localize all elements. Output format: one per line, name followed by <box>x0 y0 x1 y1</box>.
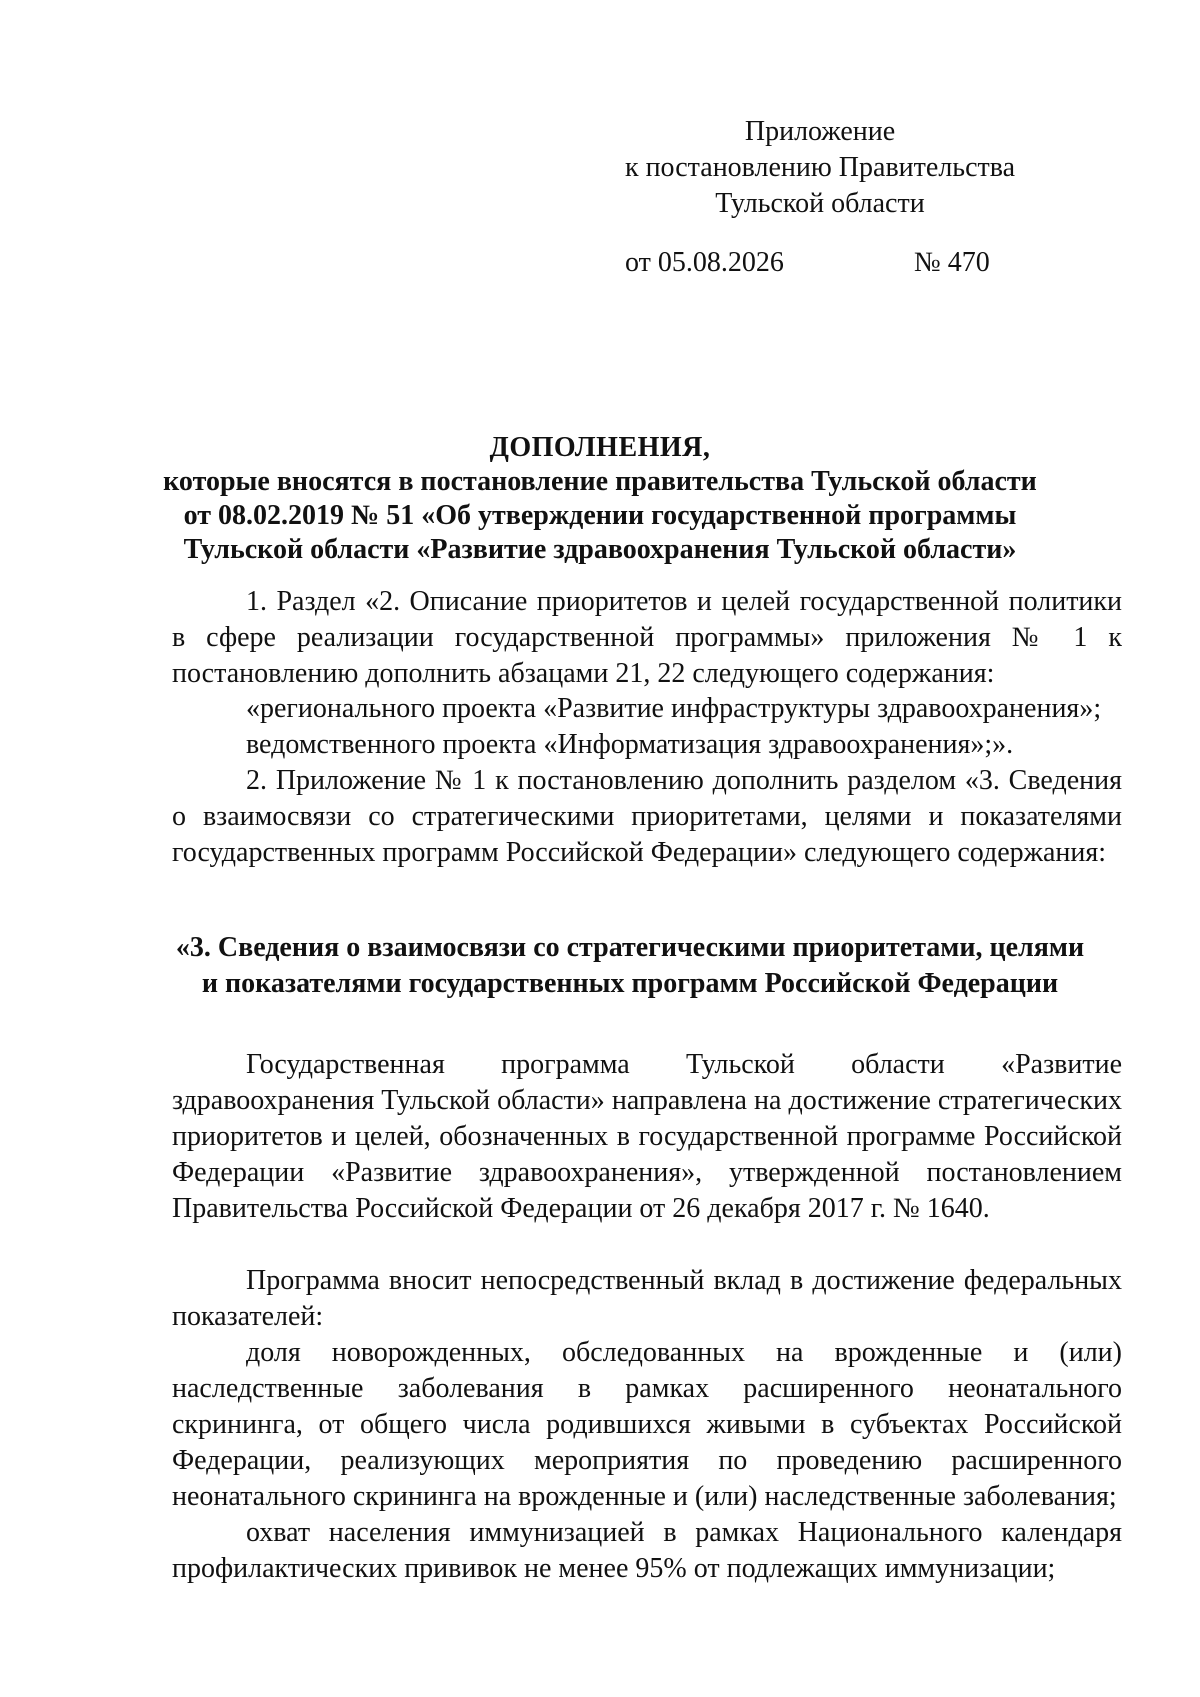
appendix-reference: к постановлению Правительства <box>624 152 1016 183</box>
paragraph-departmental-project: ведомственного проекта «Информатизация здравоохранения»;». <box>246 729 1014 760</box>
paragraph-regional-project: «регионального проекта «Развитие инфраструктуры здравоохранения»; <box>246 693 1102 724</box>
appendix-region: Тульской области <box>715 188 925 219</box>
resolution-number: № 470 <box>914 247 990 278</box>
section-heading-line: «3. Сведения о взаимосвязи со стратегическими приоритетами, целями <box>175 932 1085 963</box>
appendix-label: Приложение <box>744 116 896 147</box>
section-paragraph-immunization: охват населения иммунизацией в рамках Национального календаря профилактических прививок не менее 95% от подлежащих иммунизации; <box>172 1517 1122 1584</box>
section-heading-line: и показателями государственных программ Российской Федерации <box>201 968 1059 999</box>
section-paragraph-newborns: доля новорожденных, обследованных на врожденные и (или) наследственные заболевания в рамках расширенного неонатального скрининга, от общего числа родившихся живыми в субъектах Российской Федерации, реализующих мероприятия по проведению расширенного неонатального скрининга на врожденные и (или) наследственные заболевания; <box>172 1337 1122 1512</box>
title-main: ДОПОЛНЕНИЯ, <box>489 432 711 463</box>
paragraph-1: 1. Раздел «2. Описание приоритетов и целей государственной политики в сфере реализации государственной программы» приложения № 1 к постановлению дополнить абзацами 21, 22 следующего содержания: <box>172 586 1122 689</box>
title-line: Тульской области «Развитие здравоохранения Тульской области» <box>183 534 1017 565</box>
section-paragraph-program: Государственная программа Тульской области «Развитие здравоохранения Тульской области» направлена на достижение стратегических приоритетов и целей, обозначенных в государственной программе Российской Федерации «Развитие здравоохранения», утвержденной постановлением Правительства Российской Федерации от 26 декабря 2017 г. № 1640. <box>172 1049 1122 1224</box>
section-heading <box>130 930 1130 1002</box>
paragraph-2: 2. Приложение № 1 к постановлению дополнить разделом «3. Сведения о взаимосвязи со стратегическими приоритетами, целями и показателями государственных программ Российской Федерации» следующего содержания: <box>172 765 1122 868</box>
title-line: которые вносятся в постановление правительства Тульской области <box>163 466 1037 497</box>
title-line: от 08.02.2019 № 51 «Об утверждении государственной программы <box>183 500 1017 531</box>
document-title <box>130 431 1070 567</box>
appendix-header <box>600 114 1040 222</box>
resolution-date: от 05.08.2026 <box>625 247 784 278</box>
section-paragraph-contribution: Программа вносит непосредственный вклад в достижение федеральных показателей: <box>172 1265 1122 1332</box>
